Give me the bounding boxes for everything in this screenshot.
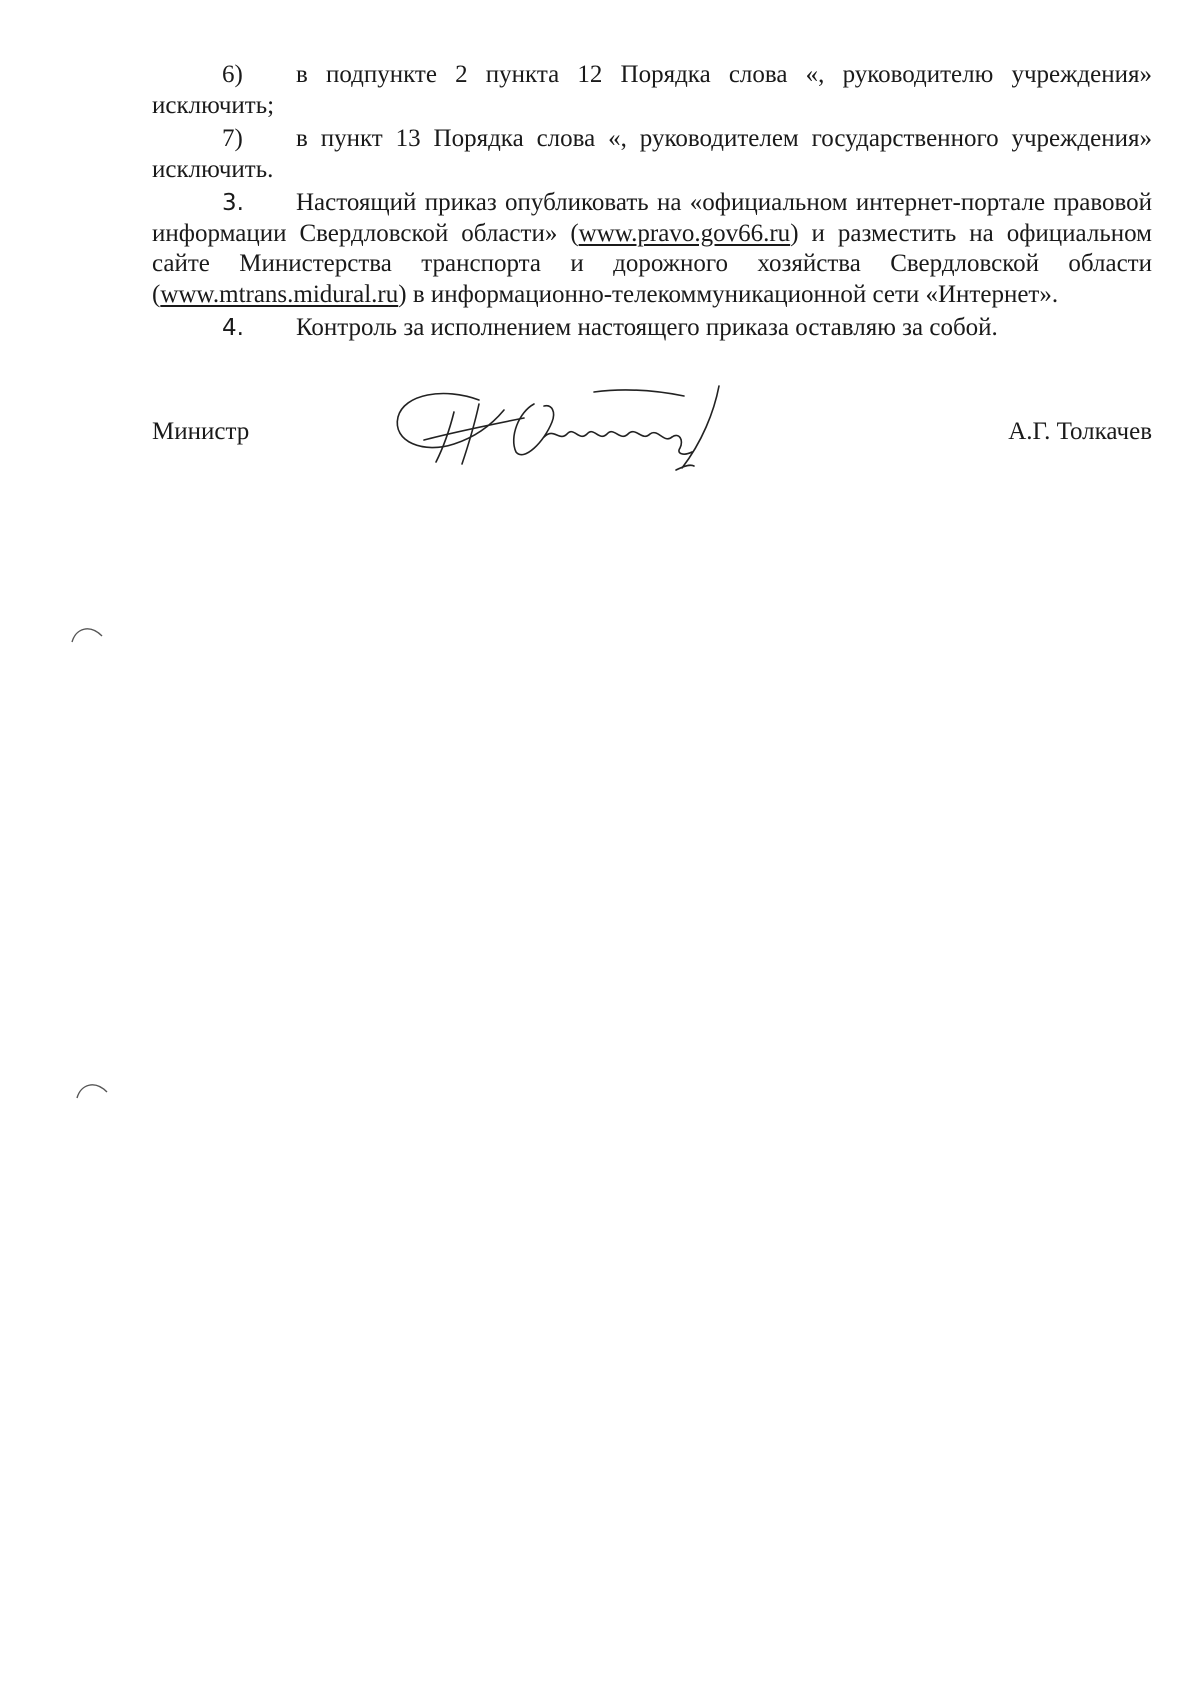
ministry-site-link[interactable]: www.mtrans.midural.ru [160, 280, 399, 308]
list-item-7 [152, 124, 1152, 185]
item-text-part: ) и разместить на официальном сайте Министерства транспорта и дорожного хозяйства Свердловской области ( [152, 219, 1152, 308]
item-text-part: Настоящий приказ опубликовать на «официальном интернет-портале правовой информации Свердловской области» ( [152, 189, 1152, 247]
hole-punch-mark [73, 1078, 113, 1102]
item-text: в подпункте 2 пункта 12 Порядка слова «, руководителю учреждения» исключить; [152, 61, 1152, 119]
handwritten-signature [384, 382, 724, 482]
signer-position: Министр [152, 418, 250, 445]
item-number: 7) [222, 125, 243, 152]
item-number: 6) [222, 61, 243, 88]
list-item-4 [152, 313, 1152, 344]
signer-name: А.Г. Толкачев [1008, 418, 1152, 445]
list-item-6 [152, 60, 1152, 121]
list-item-3 [152, 188, 1152, 310]
hole-punch-mark [68, 622, 108, 646]
pravo-portal-link[interactable]: www.pravo.gov66.ru [578, 219, 791, 247]
item-text: Контроль за исполнением настоящего приказа оставляю за собой. [296, 314, 998, 341]
document-body [152, 60, 1152, 347]
item-number: 3. [222, 190, 244, 216]
item-text-part: ) в информационно-телекоммуникационной сети «Интернет». [398, 280, 1059, 308]
item-number: 4. [222, 315, 244, 341]
signature-block [152, 388, 1152, 478]
item-text: в пункт 13 Порядка слова «, руководителем государственного учреждения» исключить. [152, 125, 1152, 183]
